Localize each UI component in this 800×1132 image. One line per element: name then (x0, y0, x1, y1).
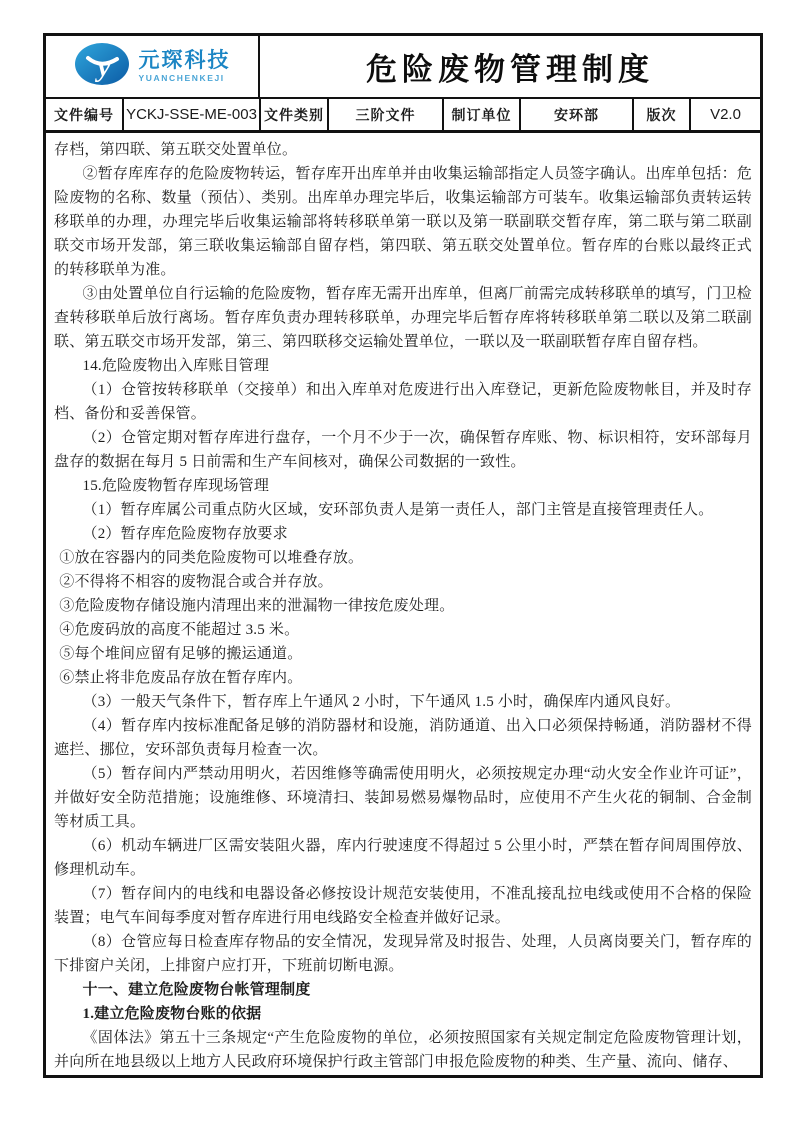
paragraph-2: ②暂存库库存的危险废物转运，暂存库开出库单并由收集运输部指定人员签字确认。出库单包括：危险废物的名称、数量（预估）、类别。出库单办理完毕后，收集运输部方可装车。收集运输部负责转运转移联单的办理，办理完毕后收集运输部将转移联单第一联以及第一联副联交暂存库，第二联与第二联副联交市场开发部，第三联收集运输部自留存档，第四联、第五联交处置单位。暂存库的台账以最终正式的转移联单为准。 (54, 166, 752, 278)
document-frame (43, 33, 763, 1078)
brand-name-cn: 元琛科技 (138, 49, 231, 72)
brand-text (139, 50, 231, 83)
meta-value-1: YCKJ-SSE-ME-003 (124, 99, 261, 130)
yuanchen-logo-icon (74, 42, 130, 91)
brand-name-en: YUANCHENKEJI (138, 73, 225, 83)
meta-label-2: 文件类别 (261, 99, 329, 130)
paragraph-22: 十一、建立危险废物台帐管理制度 (82, 982, 311, 998)
svg-text:y: y (97, 52, 110, 83)
meta-value-4: V2.0 (710, 106, 741, 123)
company-logo (46, 36, 260, 97)
paragraph-16: （3）一般天气条件下，暂存库上午通风 2 小时，下午通风 1.5 小时，确保库内通风良好。 (82, 694, 681, 710)
paragraph-15: ⑥禁止将非危废品存放在暂存库内。 (59, 670, 303, 686)
document-body (46, 133, 760, 1074)
paragraph-6: （2）仓管定期对暂存库进行盘存，一个月不少于一次，确保暂存库账、物、标识相符，安环部每月盘存的数据在每月 5 日前需和生产车间核对，确保公司数据的一致性。 (54, 430, 752, 470)
paragraph-20: （7）暂存间内的电线和电器设备必修按设计规范安装使用，不准乱接乱拉电线或使用不合格的保险装置；电气车间每季度对暂存库进行用电线路安全检查并做好记录。 (54, 886, 752, 926)
paragraph-9: （2）暂存库危险废物存放要求 (82, 526, 288, 542)
paragraph-5: （1）仓管按转移联单（交接单）和出入库单对危废进行出入库登记，更新危险废物帐目，并及时存档、备份和妥善保管。 (54, 382, 752, 422)
paragraph-12: ③危险废物存储设施内清理出来的泄漏物一律按危废处理。 (59, 598, 455, 614)
paragraph-14: ⑤每个堆间应留有足够的搬运通道。 (59, 646, 303, 662)
paragraph-4: 14.危险废物出入库账目管理 (82, 358, 270, 374)
paragraph-17: （4）暂存库内按标准配备足够的消防器材和设施，消防通道、出入口必须保持畅通，消防器材不得遮拦、挪位，安环部负责每月检查一次。 (54, 718, 752, 758)
paragraph-19: （6）机动车辆进厂区需安装阻火器，库内行驶速度不得超过 5 公里小时，严禁在暂存间周围停放、修理机动车。 (54, 838, 752, 878)
paragraph-24: 《固体法》第五十三条规定“产生危险废物的单位，必须按照国家有关规定制定危险废物管理计划，并向所在地县级以上地方人民政府环境保护行政主管部门申报危险废物的种类、生产量、流向、储存、 (54, 1030, 752, 1070)
meta-label-1: 文件编号 (46, 99, 124, 130)
page-title: 危险废物管理制度 (366, 52, 654, 87)
paragraph-8: （1）暂存库属公司重点防火区域，安环部负责人是第一责任人，部门主管是直接管理责任人。 (82, 502, 714, 518)
paragraph-3: ③由处置单位自行运输的危险废物，暂存库无需开出库单，但离厂前需完成转移联单的填写，门卫检查转移联单后放行离场。暂存库负责办理转移联单，办理完毕后暂存库将转移联单第二联以及第二联副联、第五联交市场开发部，第三、第四联移交运输处置单位，一联以及一联副联暂存库自留存档。 (54, 286, 752, 350)
paragraph-18: （5）暂存间内严禁动用明火，若因维修等确需使用明火，必须按规定办理“动火安全作业许可证”，并做好安全防范措施；设施维修、环境清扫、装卸易燃易爆物品时，应使用不产生火花的铜制、合金制等材质工具。 (54, 766, 752, 830)
paragraph-10: ①放在容器内的同类危险废物可以堆叠存放。 (59, 550, 364, 566)
paragraph-1: 存档，第四联、第五联交处置单位。 (54, 142, 298, 158)
document-meta-row (46, 99, 760, 133)
paragraph-21: （8）仓管应每日检查库存物品的安全情况，发现异常及时报告、处理，人员离岗要关门，暂存库的下排窗户关闭，上排窗户应打开，下班前切断电源。 (54, 934, 752, 974)
meta-label-4: 版次 (634, 99, 691, 130)
meta-value-3: 安环部 (521, 99, 634, 130)
meta-value-2: 三阶文件 (329, 99, 444, 130)
document-header (46, 36, 760, 99)
paragraph-7: 15.危险废物暂存库现场管理 (82, 478, 270, 494)
meta-label-3: 制订单位 (444, 99, 521, 130)
paragraph-23: 1.建立危险废物台账的依据 (82, 1006, 262, 1022)
paragraph-13: ④危废码放的高度不能超过 3.5 米。 (59, 622, 300, 638)
paragraph-11: ②不得将不相容的废物混合或合并存放。 (59, 574, 333, 590)
